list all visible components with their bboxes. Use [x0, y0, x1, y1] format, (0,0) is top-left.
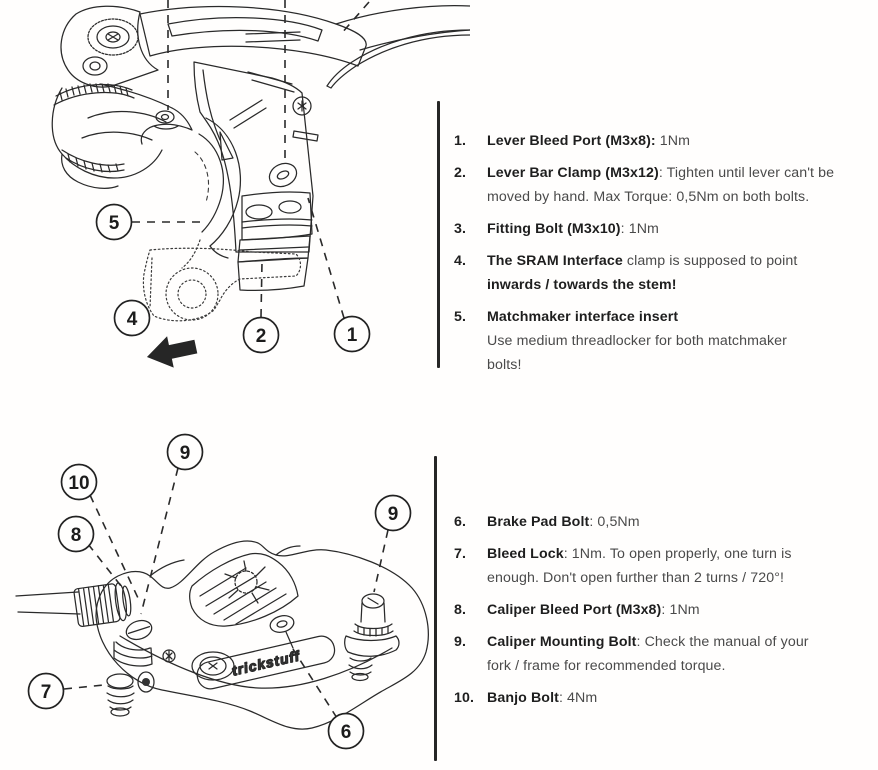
list-item [454, 686, 874, 710]
caliper-logo-text: trickstuff [230, 647, 302, 679]
callout-5-label: 5 [108, 212, 120, 234]
callout-9-right-label: 9 [387, 503, 399, 525]
list-item [454, 217, 874, 241]
list-item-number: 3. [454, 221, 467, 237]
callout-2-label: 2 [255, 325, 267, 347]
list-item-number: 6. [454, 514, 467, 530]
lever-leader-lines [132, 0, 369, 318]
list-item-number: 9. [454, 634, 467, 650]
list-item-number: 2. [454, 165, 467, 181]
caliper-illustration [16, 541, 428, 729]
lever-diagram [0, 0, 470, 390]
list-item-text: Matchmaker interface insert Use medium threadlocker for both matchmaker bolts! [487, 309, 787, 373]
list-item [454, 630, 874, 678]
caliper-diagram [0, 390, 470, 770]
list-item-text: Caliper Mounting Bolt: Check the manual of your fork / frame for recommended torque. [487, 634, 809, 674]
caliper-leader-lines [64, 468, 388, 718]
section-divider-bottom [434, 456, 437, 761]
caliper-logo [195, 634, 337, 692]
list-item-number: 4. [454, 253, 467, 269]
callout-9-top-label: 9 [179, 442, 191, 464]
list-item-number: 7. [454, 546, 467, 562]
callout-6-label: 6 [340, 721, 352, 743]
list-item-text: The SRAM Interface clamp is supposed to point inwards / towards the stem! [487, 253, 798, 293]
list-item-number: 8. [454, 602, 467, 618]
callout-7-label: 7 [40, 681, 52, 703]
list-item [454, 249, 874, 297]
list-item [454, 542, 874, 590]
list-item-number: 5. [454, 309, 467, 325]
list-item-text: Caliper Bleed Port (M3x8): 1Nm [487, 602, 700, 618]
list-item-text: Lever Bleed Port (M3x8): 1Nm [487, 133, 691, 149]
list-item [454, 305, 874, 377]
lever-callouts [97, 205, 370, 353]
caliper-spec-list [454, 510, 874, 718]
callout-8-label: 8 [70, 524, 82, 546]
list-item [454, 510, 874, 534]
callout-4-label: 4 [126, 308, 138, 330]
list-item-number: 10. [454, 690, 475, 706]
callout-1-label: 1 [346, 324, 358, 346]
list-item [454, 598, 874, 622]
list-item [454, 161, 874, 209]
list-item-text: Brake Pad Bolt: 0,5Nm [487, 514, 640, 530]
lever-spec-list [454, 129, 874, 385]
callout-10-label: 10 [68, 472, 90, 494]
section-divider-top [437, 101, 440, 368]
list-item-number: 1. [454, 133, 467, 149]
direction-arrow [144, 331, 200, 373]
list-item-text: Fitting Bolt (M3x10): 1Nm [487, 221, 659, 237]
list-item-text: Bleed Lock: 1Nm. To open properly, one turn is enough. Don't open further than 2 turns / 720°! [487, 546, 792, 586]
list-item-text: Banjo Bolt: 4Nm [487, 690, 598, 706]
list-item-text: Lever Bar Clamp (M3x12): Tighten until lever can't be moved by hand. Max Torque: 0,5Nm on both bolts. [487, 165, 835, 205]
list-item [454, 129, 874, 153]
